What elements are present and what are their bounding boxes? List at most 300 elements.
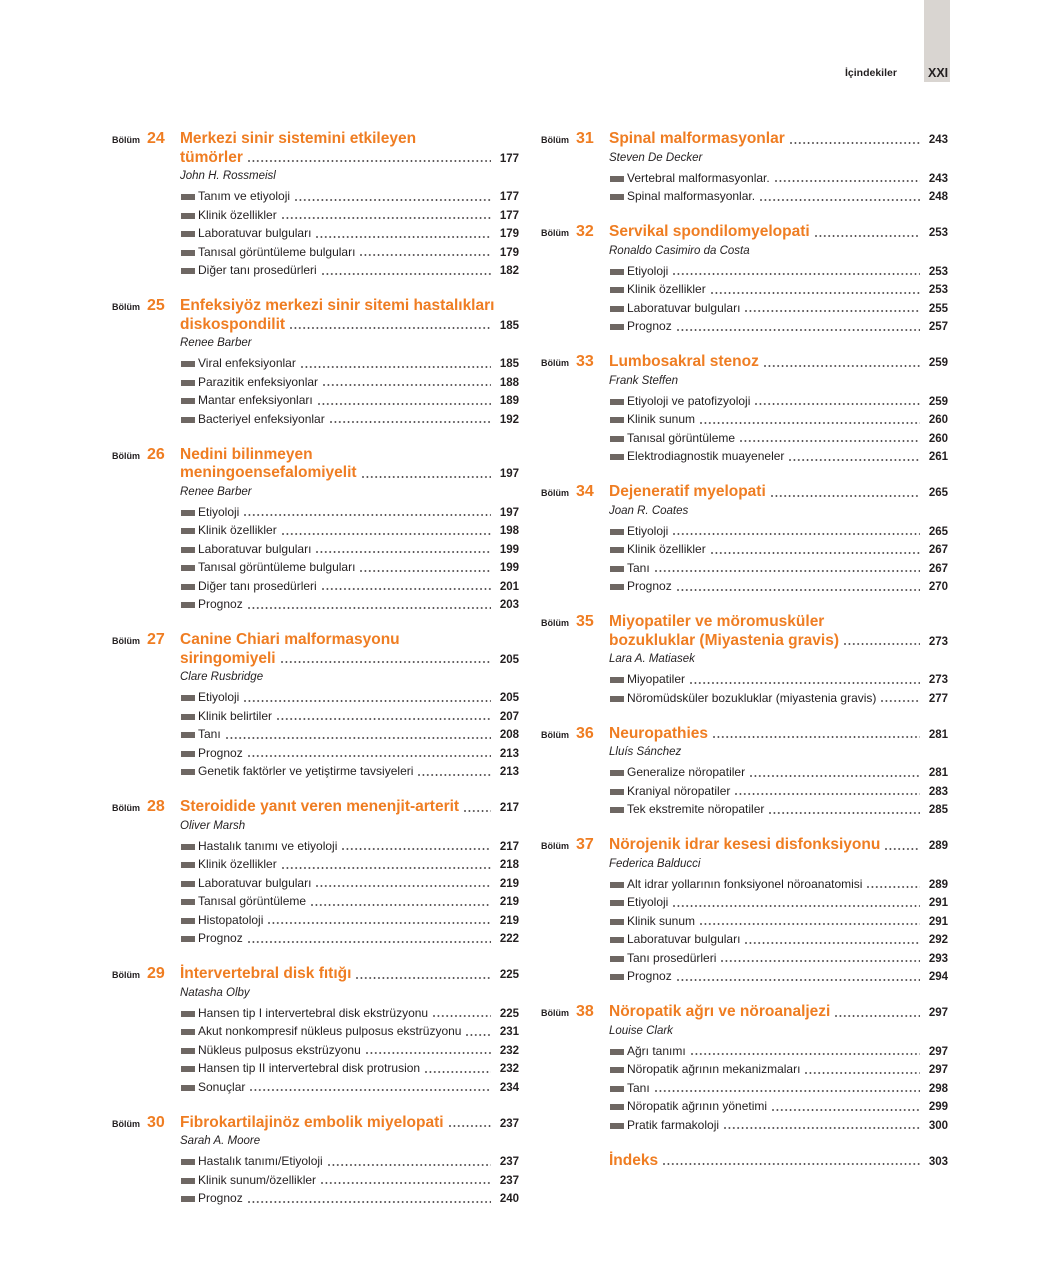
chapter-number: 37 (576, 836, 594, 853)
toc-item-page-number: 177 (499, 209, 519, 222)
bullet-marker (181, 510, 195, 516)
bullet-marker (610, 974, 624, 980)
chapter-prefix: Bölüm (541, 618, 569, 628)
index-title-row (609, 1152, 948, 1171)
toc-item-page-number: 219 (499, 914, 519, 927)
dot-leader (700, 410, 920, 429)
chapter-number: 34 (576, 483, 594, 500)
toc-item (180, 911, 519, 930)
toc-item (180, 1041, 519, 1060)
chapter-page-number: 177 (499, 152, 519, 165)
chapter-prefix: Bölüm (541, 1008, 569, 1018)
chapter-prefix: Bölüm (112, 1118, 140, 1129)
toc-item (180, 391, 519, 410)
chapter-body (180, 631, 519, 781)
toc-item-label: Prognoz (627, 319, 672, 333)
bullet-marker (610, 529, 624, 535)
toc-item-label: Tanı (198, 727, 221, 741)
toc-item-label: Laboratuvar bulguları (627, 300, 741, 315)
chapter-number: 30 (147, 1113, 165, 1131)
chapter-title-row (180, 965, 519, 984)
bullet-marker (610, 789, 624, 795)
dot-leader (418, 762, 491, 781)
bullet-marker (610, 956, 624, 962)
toc-item-label: Etiyoloji ve patofizyoloji (627, 393, 751, 408)
dot-leader (677, 317, 920, 336)
bullet-marker (181, 231, 195, 237)
toc-item-page-number: 219 (499, 896, 519, 908)
chapter-page-number: 273 (928, 635, 948, 648)
dot-leader (655, 559, 920, 578)
chapter-body (180, 130, 519, 280)
toc-item-page-number: 179 (499, 228, 519, 240)
bullet-marker (181, 602, 195, 608)
chapter-label (112, 965, 180, 984)
chapter-title: Steroidide yanıt veren menenjit-arterit (180, 798, 460, 815)
toc-item (609, 317, 948, 336)
bullet-marker (610, 937, 624, 943)
chapter-title: Fibrokartilajinöz embolik miyelopati (180, 1113, 444, 1131)
chapter-prefix: Bölüm (112, 135, 140, 145)
toc-item-page-number: 199 (499, 543, 519, 556)
chapter-label (541, 725, 609, 744)
toc-item (180, 1059, 519, 1078)
chapter-label (541, 353, 609, 372)
chapter-body (609, 130, 948, 206)
dot-leader (328, 1152, 491, 1171)
toc-item-label: Miyopatiler (627, 672, 686, 686)
dot-leader (790, 130, 920, 149)
chapter-prefix: Bölüm (112, 803, 140, 813)
bullet-marker (181, 1085, 195, 1091)
chapter-number: 29 (147, 965, 165, 982)
dot-leader (295, 187, 491, 206)
toc-item-label: Prognoz (627, 969, 672, 983)
toc-item-page-number: 270 (928, 581, 948, 593)
bullet-marker (610, 1086, 624, 1092)
toc-item-page-number: 232 (499, 1044, 519, 1057)
dot-leader (248, 929, 491, 948)
toc-item-page-number: 253 (928, 265, 948, 278)
chapter-title: bozukluklar (Miyastenia gravis) (609, 631, 839, 649)
toc-item-page-number: 283 (928, 785, 948, 798)
toc-item (180, 725, 519, 744)
dot-leader (772, 1097, 920, 1116)
toc-item-label: Tanısal görüntüleme (627, 430, 736, 445)
chapter-body (609, 483, 948, 596)
chapter-title-row (609, 632, 948, 651)
toc-item-label: Laboratuvar bulguları (198, 226, 312, 240)
dot-leader (764, 353, 920, 372)
bullet-marker (181, 547, 195, 553)
toc-item-page-number: 240 (499, 1193, 519, 1205)
chapter-number: 32 (576, 223, 594, 240)
toc-item-page-number: 225 (499, 1007, 519, 1020)
chapter-27 (112, 631, 519, 781)
toc-item-label: Hansen tip I intervertebral disk ekstrüzyonu (198, 1005, 429, 1020)
chapter-label (541, 836, 609, 855)
toc-item-page-number: 281 (928, 767, 948, 779)
toc-item (609, 1079, 948, 1098)
toc-item (180, 521, 519, 540)
bullet-marker (181, 769, 195, 775)
toc-item-label: Klinik özellikler (198, 857, 277, 871)
toc-item (180, 503, 519, 522)
dot-leader (301, 354, 491, 373)
chapter-body (609, 353, 948, 466)
chapter-label (112, 446, 180, 465)
chapter-body (609, 836, 948, 986)
chapter-prefix: Bölüm (541, 228, 569, 238)
toc-item (609, 800, 948, 819)
toc-item-page-number: 292 (928, 934, 948, 946)
toc-item-label: Viral enfeksiyonlar (198, 356, 296, 370)
chapter-number: 26 (147, 445, 165, 463)
dot-leader (356, 965, 491, 984)
bullet-marker (181, 732, 195, 738)
toc-item-page-number: 265 (928, 525, 948, 538)
bullet-marker (181, 361, 195, 367)
dot-leader (248, 595, 491, 614)
toc-item-page-number: 232 (499, 1063, 519, 1075)
chapter-title: Servikal spondilomyelopati (609, 223, 810, 240)
toc-item-page-number: 188 (499, 376, 519, 389)
toc-item-label: Alt idrar yollarının fonksiyonel nöroanatomisi (627, 876, 863, 891)
dot-leader (362, 464, 491, 483)
bullet-marker (610, 287, 624, 293)
chapter-page-number: 243 (928, 134, 948, 146)
bullet-marker (610, 1104, 624, 1110)
dot-leader (360, 558, 491, 577)
dot-leader (311, 892, 491, 911)
chapter-author: Clare Rusbridge (180, 671, 264, 683)
chapter-37 (541, 836, 948, 986)
chapter-title: diskospondilit (180, 315, 286, 333)
toc-column-right (541, 130, 948, 1188)
chapter-author: Oliver Marsh (180, 819, 246, 832)
chapter-title: Nöropatik ağrı ve nöroanaljezi (609, 1003, 831, 1020)
toc-item (180, 373, 519, 392)
dot-leader (250, 1078, 491, 1097)
toc-item (609, 280, 948, 299)
chapter-page-number: 253 (928, 227, 948, 239)
chapter-36 (541, 725, 948, 819)
chapter-page-number: 289 (928, 840, 948, 852)
chapter-author: Lara A. Matiasek (609, 653, 695, 665)
bullet-marker (610, 770, 624, 776)
toc-item-page-number: 298 (928, 1082, 948, 1095)
toc-item (180, 1171, 519, 1190)
chapter-prefix: Bölüm (112, 970, 140, 980)
dot-leader (735, 782, 920, 801)
toc-item-label: Diğer tanı prosedürleri (198, 263, 317, 277)
toc-item-label: Mantar enfeksiyonları (198, 393, 313, 407)
toc-item-page-number: 259 (928, 395, 948, 408)
toc-item-label: Etiyoloji (198, 690, 240, 704)
toc-item-label: Vertebral malformasyonlar. (627, 170, 770, 185)
dot-leader (711, 540, 920, 559)
chapter-25 (112, 297, 519, 428)
chapter-page-number: 205 (499, 653, 519, 666)
index-entry (541, 1152, 948, 1171)
chapter-32 (541, 223, 948, 336)
toc-item-label: Genetik faktörler ve yetiştirme tavsiyeleri (198, 764, 414, 778)
toc-item (180, 874, 519, 893)
chapter-page-number: 297 (928, 1007, 948, 1019)
toc-item-page-number: 203 (499, 599, 519, 611)
toc-item (609, 559, 948, 578)
bullet-marker (610, 1123, 624, 1129)
toc-item (609, 670, 948, 689)
chapter-title-row (609, 130, 948, 149)
chapter-title-row (180, 316, 519, 335)
toc-item-label: Prognoz (198, 1191, 243, 1205)
dot-leader (360, 243, 491, 262)
dot-leader (690, 670, 920, 689)
bullet-marker (181, 918, 195, 924)
dot-leader (885, 836, 920, 855)
chapter-number: 28 (147, 798, 165, 815)
toc-item (180, 577, 519, 596)
chapter-body (609, 1003, 948, 1134)
chapter-title: Lumbosakral stenoz (609, 353, 759, 370)
bullet-marker (610, 696, 624, 702)
chapter-24 (112, 130, 519, 280)
toc-item (609, 949, 948, 968)
toc-item (609, 875, 948, 894)
toc-item-label: Tanısal görüntüleme bulguları (198, 244, 356, 259)
toc-item-page-number: 213 (499, 747, 519, 760)
chapter-title-row (609, 353, 948, 372)
toc-column-left (112, 130, 519, 1225)
chapter-author: Ronaldo Casimiro da Costa (609, 244, 750, 257)
toc-item (180, 206, 519, 225)
dot-leader (282, 521, 491, 540)
toc-item-page-number: 237 (499, 1174, 519, 1187)
toc-item-page-number: 267 (928, 544, 948, 556)
toc-item-page-number: 205 (499, 692, 519, 704)
bullet-marker (181, 695, 195, 701)
toc-item (609, 1097, 948, 1116)
dot-leader (342, 837, 491, 856)
dot-leader (691, 1042, 920, 1061)
chapter-number: 27 (147, 631, 165, 648)
bullet-marker (610, 436, 624, 442)
toc-item-label: Prognoz (198, 931, 243, 945)
toc-item-label: Hastalık tanımı/Etiyoloji (198, 1154, 323, 1168)
bullet-marker (610, 399, 624, 405)
chapter-page-number: 259 (928, 357, 948, 369)
chapter-34 (541, 483, 948, 596)
chapter-list (541, 130, 948, 1134)
toc-item (180, 243, 519, 262)
toc-item (609, 187, 948, 206)
bullet-marker (610, 176, 624, 182)
chapter-author: Natasha Olby (180, 986, 250, 999)
chapter-title-line: Enfeksiyöz merkezi sinir sitemi hastalıkları (180, 297, 495, 314)
dot-leader (248, 744, 491, 763)
toc-item-page-number: 248 (928, 191, 948, 203)
bullet-marker (181, 194, 195, 200)
bullet-marker (181, 881, 195, 887)
chapter-title: meningoensefalomiyelit (180, 464, 357, 481)
chapter-30 (112, 1114, 519, 1208)
toc-item-label: Pratik farmakoloji (627, 1117, 720, 1132)
dot-leader (724, 1116, 920, 1135)
chapter-author: Sarah A. Moore (180, 1135, 261, 1147)
toc-item-page-number: 177 (499, 191, 519, 203)
dot-leader (290, 316, 491, 335)
toc-item-label: Tanısal görüntüleme bulguları (198, 560, 356, 574)
bullet-marker (610, 269, 624, 275)
chapter-label (541, 613, 609, 632)
toc-item (180, 707, 519, 726)
bullet-marker (181, 844, 195, 850)
toc-item (609, 912, 948, 931)
toc-item-page-number: 182 (499, 265, 519, 277)
chapter-prefix: Bölüm (541, 729, 569, 740)
bullet-marker (181, 751, 195, 757)
dot-leader (322, 577, 491, 596)
dot-leader (700, 912, 920, 931)
chapter-label (112, 798, 180, 817)
bullet-marker (610, 417, 624, 423)
bullet-marker (610, 1067, 624, 1073)
dot-leader (815, 223, 920, 242)
chapter-title-row (180, 798, 519, 817)
toc-item-label: Klinik sunum/özellikler (198, 1172, 317, 1187)
chapter-26 (112, 446, 519, 614)
bullet-marker (610, 584, 624, 590)
dot-leader (844, 632, 920, 651)
toc-item-page-number: 192 (499, 413, 519, 426)
chapter-prefix: Bölüm (541, 358, 569, 368)
dot-leader (867, 875, 920, 894)
toc-item-label: Spinal malformasyonlar. (627, 189, 756, 203)
chapter-page-number: 281 (928, 728, 948, 741)
dot-leader (316, 540, 491, 559)
toc-item-page-number: 294 (928, 971, 948, 983)
chapter-author: Louise Clark (609, 1024, 673, 1037)
dot-leader (805, 1060, 920, 1079)
bullet-marker (181, 1196, 195, 1202)
dot-leader (282, 855, 491, 874)
toc-item-page-number: 199 (499, 562, 519, 574)
toc-item (180, 1189, 519, 1208)
dot-leader (673, 262, 920, 281)
toc-item-page-number: 222 (499, 933, 519, 945)
toc-item (180, 855, 519, 874)
bullet-marker (181, 417, 195, 423)
toc-item (180, 224, 519, 243)
toc-item-page-number: 179 (499, 246, 519, 259)
chapter-page-number: 225 (499, 969, 519, 981)
toc-item (609, 429, 948, 448)
toc-item (180, 744, 519, 763)
running-head: İçindekiler (845, 67, 897, 79)
chapter-title-line: Nedini bilinmeyen (180, 445, 313, 463)
dot-leader (321, 1171, 491, 1190)
bullet-marker (181, 1159, 195, 1165)
dot-leader (433, 1004, 491, 1023)
dot-leader (760, 187, 920, 206)
bullet-marker (610, 547, 624, 553)
dot-leader (268, 911, 491, 930)
toc-item-page-number: 207 (499, 710, 519, 723)
dot-leader (655, 1079, 920, 1098)
toc-item (180, 558, 519, 577)
toc-item-label: Sonuçlar (198, 1079, 246, 1094)
chapter-number: 35 (576, 613, 594, 630)
toc-item-label: Klinik özellikler (198, 523, 277, 537)
chapter-title: İntervertebral disk fıtığı (180, 965, 352, 982)
toc-item (180, 187, 519, 206)
chapter-page-number: 265 (928, 487, 948, 499)
toc-item-label: Laboratuvar bulguları (198, 541, 312, 556)
chapter-28 (112, 798, 519, 948)
chapter-title-row (180, 464, 519, 483)
bullet-marker (610, 194, 624, 200)
toc-item-label: Diğer tanı prosedürleri (198, 578, 317, 593)
chapter-title: siringomiyeli (180, 649, 276, 667)
toc-item-page-number: 261 (928, 451, 948, 463)
bullet-marker (181, 1048, 195, 1054)
toc-item-page-number: 285 (928, 804, 948, 816)
chapter-title: Spinal malformasyonlar (609, 130, 785, 147)
bullet-marker (181, 268, 195, 274)
toc-item (609, 299, 948, 318)
toc-item (180, 1004, 519, 1023)
dot-leader (711, 280, 920, 299)
toc-item-label: Tanı (627, 560, 650, 575)
chapter-prefix: Bölüm (541, 488, 569, 498)
toc-item (609, 893, 948, 912)
toc-item-label: Klinik özellikler (198, 207, 277, 222)
toc-item (180, 762, 519, 781)
chapter-title-row (609, 223, 948, 242)
toc-item-page-number: 255 (928, 302, 948, 315)
dot-leader (466, 1022, 491, 1041)
toc-item-label: Klinik belirtiler (198, 708, 273, 723)
chapter-body (180, 965, 519, 1096)
toc-item (609, 1116, 948, 1135)
toc-item-label: Hansen tip II intervertebral disk protrusion (198, 1061, 421, 1075)
toc-item-page-number: 291 (928, 897, 948, 909)
dot-leader (244, 503, 491, 522)
toc-item-page-number: 267 (928, 562, 948, 575)
dot-leader (755, 392, 920, 411)
dot-leader (771, 483, 920, 502)
chapter-author: Lluís Sánchez (609, 746, 682, 758)
toc-item-label: Nöropatik ağrının yönetimi (627, 1099, 768, 1113)
dot-leader (673, 522, 920, 541)
bullet-marker (181, 565, 195, 571)
chapter-title: Dejeneratif myelopati (609, 483, 766, 500)
chapter-title-line: Merkezi sinir sistemini etkileyen (180, 130, 417, 147)
toc-item (609, 410, 948, 429)
chapter-author: Renee Barber (180, 485, 252, 498)
chapter-title-row (609, 483, 948, 502)
toc-item-label: Hastalık tanımı ve etiyoloji (198, 838, 338, 853)
chapter-number: 38 (576, 1003, 594, 1020)
toc-item-page-number: 243 (928, 172, 948, 185)
dot-leader (713, 725, 920, 744)
chapter-prefix: Bölüm (541, 135, 569, 145)
dot-leader (316, 224, 491, 243)
chapter-author: Steven De Decker (609, 151, 703, 164)
toc-item-page-number: 208 (499, 729, 519, 741)
dot-leader (745, 930, 920, 949)
